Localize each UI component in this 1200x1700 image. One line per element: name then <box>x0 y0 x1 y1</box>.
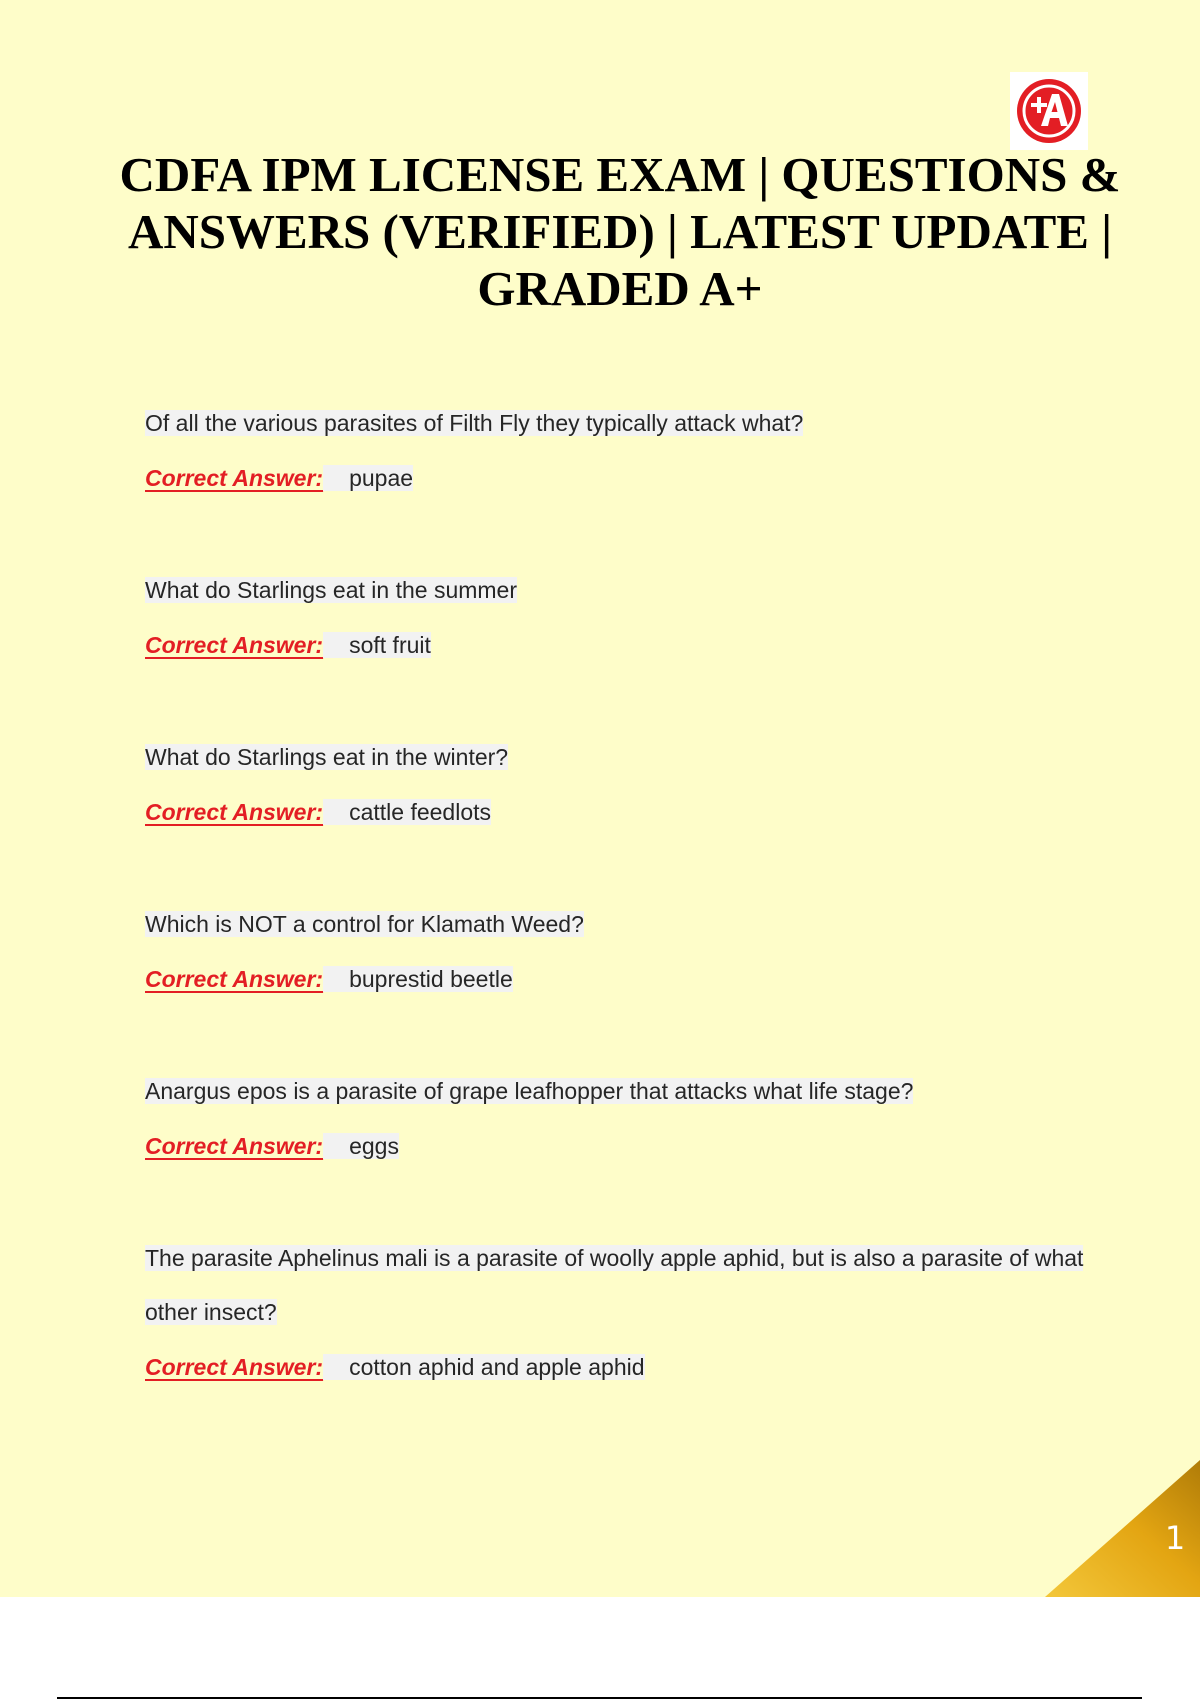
grade-a-plus-badge-icon <box>1010 72 1088 150</box>
page-number: 1 <box>1164 1519 1186 1557</box>
correct-answer-label: Correct Answer: <box>145 966 324 992</box>
answer-row <box>145 1118 1105 1174</box>
question-text: What do Starlings eat in the winter? <box>145 744 509 770</box>
answer-text: cattle feedlots <box>323 799 491 825</box>
qa-item <box>145 897 1105 1007</box>
footer-divider <box>57 1697 1142 1699</box>
answer-text: cotton aphid and apple aphid <box>323 1354 644 1380</box>
question-text: What do Starlings eat in the summer <box>145 577 517 603</box>
correct-answer-label: Correct Answer: <box>145 465 324 491</box>
correct-answer-label: Correct Answer: <box>145 799 324 825</box>
qa-item <box>145 1231 1105 1395</box>
question-text: Which is NOT a control for Klamath Weed? <box>145 911 584 937</box>
answer-row <box>145 450 1105 506</box>
answer-row <box>145 1339 1105 1395</box>
answer-row <box>145 617 1105 673</box>
correct-answer-label: Correct Answer: <box>145 1354 324 1380</box>
answer-row <box>145 784 1105 840</box>
answer-text: eggs <box>323 1133 399 1159</box>
answer-row <box>145 951 1105 1007</box>
correct-answer-label: Correct Answer: <box>145 632 324 658</box>
correct-answer-label: Correct Answer: <box>145 1133 324 1159</box>
qa-item <box>145 396 1105 506</box>
answer-text: soft fruit <box>323 632 431 658</box>
qa-item <box>145 1064 1105 1174</box>
question-text: Anargus epos is a parasite of grape leafhopper that attacks what life stage? <box>145 1078 914 1104</box>
question-text: Of all the various parasites of Filth Fly they typically attack what? <box>145 410 804 436</box>
question-text: The parasite Aphelinus mali is a parasite of woolly apple aphid, but is also a parasite of what other insect? <box>145 1245 1084 1325</box>
answer-text: pupae <box>323 465 413 491</box>
answer-text: buprestid beetle <box>323 966 513 992</box>
qa-item <box>145 563 1105 673</box>
document-title: CDFA IPM LICENSE EXAM | QUESTIONS & ANSWERS (VERIFIED) | LATEST UPDATE | GRADED A+ <box>119 147 1121 316</box>
qa-item <box>145 730 1105 840</box>
